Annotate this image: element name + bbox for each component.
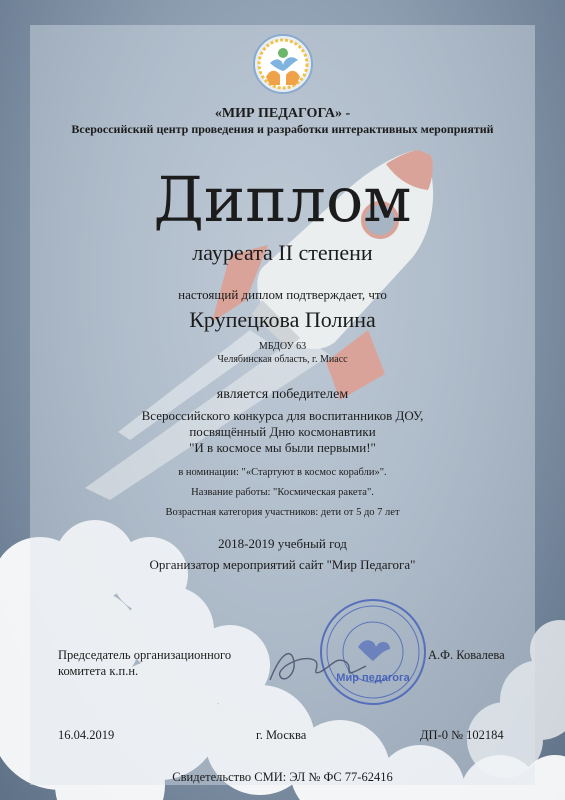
stamp-text: Мир педагога [336,672,410,684]
region: Челябинская область, г. Миасс [217,354,348,365]
organizer: Организатор мероприятий сайт "Мир Педагога" [149,557,416,572]
confirm-text: настоящий диплом подтверждает, что [178,287,387,302]
contest-line-1: Всероссийского конкурса для воспитанников ДОУ, [141,408,424,423]
diploma-degree: лауреата II степени [192,240,373,265]
academic-year: 2018-2019 учебный год [218,536,347,551]
institution: МБДОУ 63 [258,341,307,352]
org-name: «МИР ПЕДАГОГА» - [214,106,351,121]
org-subtitle: Всероссийский центр проведения и разработки интерактивных мероприятий [71,122,494,136]
chair-title-line-1: Председатель организационного [58,648,232,662]
chair-name: А.Ф. Ковалева [428,648,505,662]
signature [262,640,372,690]
media-certificate: Свидетельство СМИ: ЭЛ № ФС 77-62416 [172,770,393,784]
recipient-name: Крупецкова Полина [189,307,376,332]
chair-title-line-2: комитета к.п.н. [58,664,139,678]
contest-line-3: "И в космосе мы были первыми!" [189,440,376,455]
nomination: в номинации: "«Стартуют в космос корабли»". [178,467,387,478]
age-category: Возрастная категория участников: дети от 5 до 7 лет [165,507,400,518]
winner-text: является победителем [216,387,349,402]
diploma-title: Диплом [153,163,412,236]
issue-date: 16.04.2019 [58,728,115,742]
work-title: Название работы: "Космическая ракета". [191,487,374,498]
issue-city: г. Москва [256,728,307,742]
document-number: ДП-0 № 102184 [420,728,504,742]
mir-pedagoga-logo-icon [252,33,314,95]
contest-line-2: посвящённый Дню космонавтики [189,424,376,439]
